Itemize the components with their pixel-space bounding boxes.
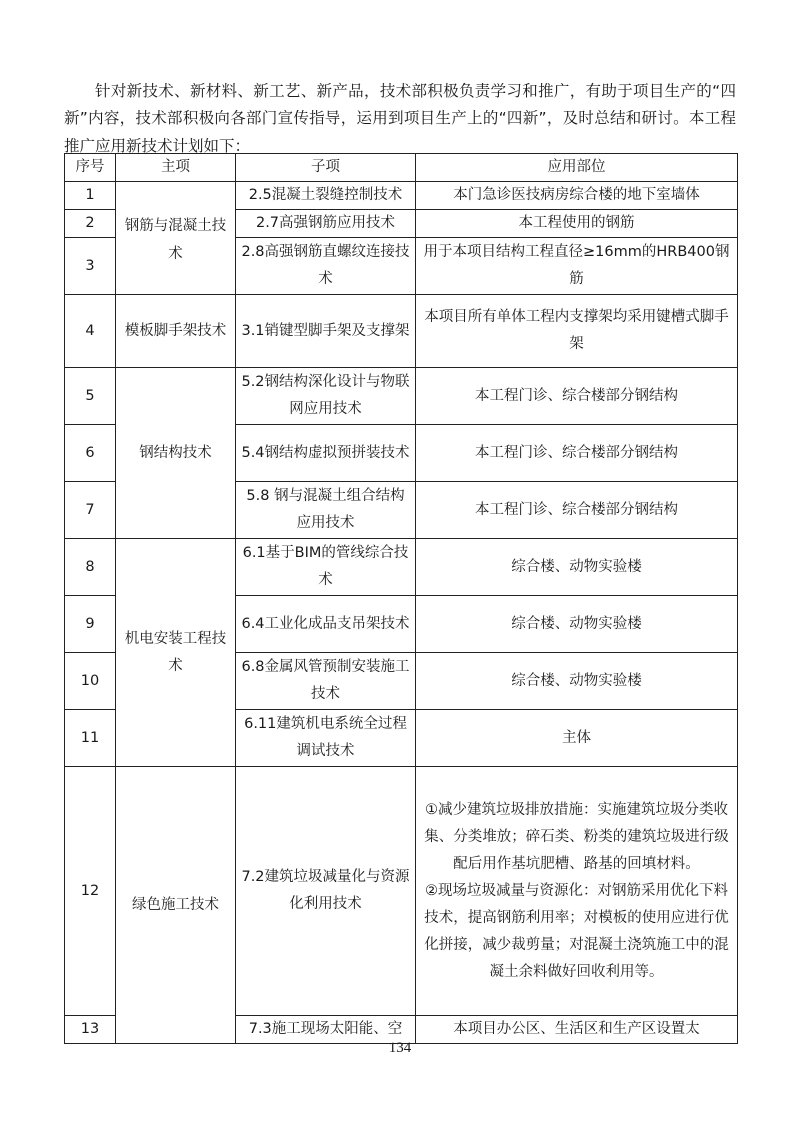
row-no: 2 [65, 210, 116, 238]
main-item [116, 182, 236, 295]
main-item [116, 368, 236, 539]
sub-item: 6.8金属风管预制安装施工技术 [236, 653, 416, 710]
sub-item: 2.7高强钢筋应用技术 [236, 210, 416, 238]
main-item-label: 机电安装工程技术 [124, 630, 227, 674]
application-area: 本项目所有单体工程内支撑架均采用键槽式脚手架 [416, 295, 738, 368]
sub-item: 6.4工业化成品支吊架技术 [236, 596, 416, 653]
table-row [65, 767, 738, 1016]
application-area: 综合楼、动物实验楼 [416, 539, 738, 596]
main-item [116, 295, 236, 368]
row-no: 10 [65, 653, 116, 710]
application-area: 本工程门诊、综合楼部分钢结构 [416, 425, 738, 482]
main-item-label: 钢结构技术 [139, 444, 212, 461]
row-no: 6 [65, 425, 116, 482]
sub-item: 3.1销键型脚手架及支撑架 [236, 295, 416, 368]
row-no: 4 [65, 295, 116, 368]
table-row [65, 182, 738, 210]
sub-item: 2.5混凝土裂缝控制技术 [236, 182, 416, 210]
sub-item: 2.8高强钢筋直螺纹连接技术 [236, 238, 416, 295]
sub-item: 5.4钢结构虚拟预拼装技术 [236, 425, 416, 482]
sub-item: 6.1基于BIM的管线综合技术 [236, 539, 416, 596]
area-list-item: ①减少建筑垃圾排放措施：实施建筑垃圾分类收集、分类堆放；碎石类、粉类的建筑垃圾进行级配后用作基坑肥槽、路基的回填材料。 [424, 801, 729, 872]
application-area: 本门急诊医技病房综合楼的地下室墙体 [416, 182, 738, 210]
main-item-label: 绿色施工技术 [132, 896, 219, 913]
row-no: 8 [65, 539, 116, 596]
table-header-row [65, 154, 738, 182]
application-area: 本工程门诊、综合楼部分钢结构 [416, 368, 738, 425]
new-technology-plan-table [64, 153, 738, 1044]
table-row [65, 295, 738, 368]
application-area: 本工程门诊、综合楼部分钢结构 [416, 482, 738, 539]
header-main: 主项 [116, 154, 236, 182]
sub-item: 6.11建筑机电系统全过程调试技术 [236, 710, 416, 767]
table-row [65, 368, 738, 425]
header-sub: 子项 [236, 154, 416, 182]
intro-paragraph: 针对新技术、新材料、新工艺、新产品，技术部积极负责学习和推广，有助于项目生产的“四新”内容，技术部积极向各部门宣传指导，运用到项目生产上的“四新”，及时总结和研讨。本工程推广应用新技术计划如下： [64, 81, 736, 155]
table-row [65, 539, 738, 596]
row-no: 11 [65, 710, 116, 767]
sub-item: 7.2建筑垃圾减量化与资源化利用技术 [236, 767, 416, 1016]
sub-item: 5.8 钢与混凝土组合结构应用技术 [236, 482, 416, 539]
main-item-label: 模板脚手架技术 [124, 322, 227, 339]
main-item [116, 539, 236, 767]
header-no: 序号 [65, 154, 116, 182]
application-area: 综合楼、动物实验楼 [416, 596, 738, 653]
application-area: 主体 [416, 710, 738, 767]
row-no: 3 [65, 238, 116, 295]
application-area [416, 767, 738, 1016]
row-no: 5 [65, 368, 116, 425]
row-no: 9 [65, 596, 116, 653]
area-list-item: ②现场垃圾减量与资源化：对钢筋采用优化下料技术，提高钢筋利用率；对模板的使用应进行优化拼接，减少裁剪量；对混凝土浇筑施工中的混凝土余料做好回收利用等。 [424, 882, 729, 980]
main-item [116, 767, 236, 1044]
row-no: 12 [65, 767, 116, 1016]
main-item-label: 钢筋与混凝土技术 [124, 218, 227, 262]
row-no: 1 [65, 182, 116, 210]
row-no: 13 [65, 1016, 116, 1044]
application-area: 综合楼、动物实验楼 [416, 653, 738, 710]
sub-item: 7.3施工现场太阳能、空 [236, 1016, 416, 1044]
header-area: 应用部位 [416, 154, 738, 182]
row-no: 7 [65, 482, 116, 539]
sub-item: 5.2钢结构深化设计与物联网应用技术 [236, 368, 416, 425]
application-area: 用于本项目结构工程直径≥16mm的HRB400钢筋 [416, 238, 738, 295]
page-number: 134 [388, 1040, 412, 1056]
application-area: 本项目办公区、生活区和生产区设置太 [416, 1016, 738, 1044]
application-area: 本工程使用的钢筋 [416, 210, 738, 238]
